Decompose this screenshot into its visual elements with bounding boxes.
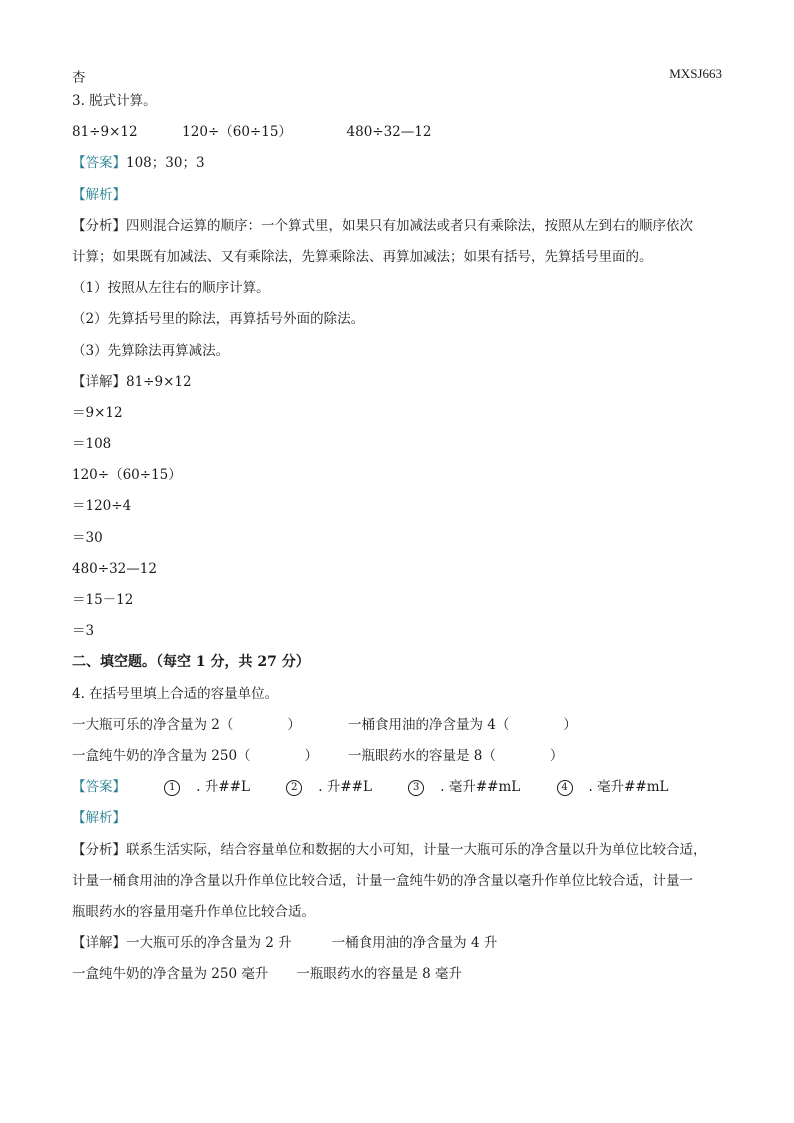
q3-point-1: （1）按照从左往右的顺序计算。: [72, 280, 270, 297]
q3-expr-2: 120÷（60÷15）: [182, 124, 292, 141]
q4-title: 4. 在括号里填上合适的容量单位。: [72, 685, 279, 702]
q4-detail-2b: 一瓶眼药水的容量是 8 毫升: [296, 966, 463, 983]
q3-fenxi-line1: [72, 211, 722, 242]
answer-tag: 【答案】: [72, 779, 126, 796]
fenxi-tag: 【分析】: [72, 841, 126, 858]
circled-number-2: 2: [286, 780, 302, 796]
q4-answer-item-4: 4 . 毫升##mL: [557, 779, 685, 795]
q3-answer: [72, 148, 722, 179]
circled-number-4: 4: [557, 780, 573, 796]
q4-detail-line1: [72, 928, 722, 959]
circled-number-1: 1: [164, 780, 180, 796]
q4-fenxi-line3: 瓶眼药水的容量用毫升作单位比较合适。: [72, 903, 315, 920]
q3-step-1: ＝9×12: [72, 404, 123, 421]
q4-fenxi-line1: [72, 835, 722, 866]
fenxi-tag: 【分析】: [72, 217, 126, 234]
q3-title: 3. 脱式计算。: [72, 93, 157, 109]
q3-step-5: ＝30: [72, 529, 103, 546]
q3-detail: [72, 367, 722, 398]
q4-detail-1a: 一大瓶可乐的净含量为 2 升: [126, 935, 292, 952]
q4-blank-2: 一桶食用油的净含量为 4（ ）: [348, 716, 577, 733]
q4-detail-2a: 一盒纯牛奶的净含量为 250 毫升: [72, 966, 269, 983]
q3-step-7: ＝15－12: [72, 592, 134, 608]
header-left-text: 杏: [72, 70, 86, 86]
q3-fenxi-line2: 计算；如果既有加减法、又有乘除法，先算乘除法、再算加减法；如果有括号，先算括号里面的。: [72, 248, 653, 265]
answer-tag: 【答案】: [72, 155, 126, 172]
q4-blank-1: 一大瓶可乐的净含量为 2（ ）: [72, 716, 301, 733]
q3-jiexi-tag: 【解析】: [72, 186, 126, 203]
q4-answer-item-1: 1 . 升##L: [164, 779, 266, 795]
q3-step-2: ＝108: [72, 436, 112, 453]
document-page: [72, 62, 722, 990]
q3-expr-3: 480÷32—12: [346, 124, 432, 141]
page-header: [72, 62, 722, 86]
q4-detail-1b: 一桶食用油的净含量为 4 升: [331, 935, 498, 952]
q3-step-3: 120÷（60÷15）: [72, 467, 182, 484]
q4-fenxi-text1: 联系生活实际，结合容量单位和数据的大小可知，计量一大瓶可乐的净含量以升为单位比较合适，: [126, 841, 707, 858]
q4-detail-line2: [72, 959, 722, 990]
detail-tag: 【详解】: [72, 373, 126, 390]
q3-answer-text: 108；30；3: [126, 155, 205, 172]
q3-point-2: （2）先算括号里的除法，再算括号外面的除法。: [72, 311, 365, 328]
q4-row-2: [72, 741, 722, 772]
detail-tag: 【详解】: [72, 935, 126, 952]
q3-step-6: 480÷32—12: [72, 560, 157, 577]
section-title: 二、填空题。（每空 1 分，共 27 分）: [72, 654, 310, 671]
q4-answer-item-3: 3 . 毫升##mL: [408, 779, 536, 795]
q4-jiexi-tag: 【解析】: [72, 810, 126, 827]
q3-expr-1: 81÷9×12: [72, 124, 138, 141]
q4-answer: [72, 772, 722, 803]
q3-step-8: ＝3: [72, 623, 95, 640]
q3-expressions: [72, 117, 722, 148]
q4-blank-4: 一瓶眼药水的容量是 8（ ）: [348, 747, 564, 764]
circled-number-3: 3: [408, 780, 424, 796]
header-code: MXSJ663: [669, 66, 722, 81]
q3-fenxi-text1: 四则混合运算的顺序：一个算式里，如果只有加减法或者只有乘除法，按照从左到右的顺序依次: [126, 217, 693, 234]
q4-row-1: [72, 710, 722, 741]
q3-detail-first: 81÷9×12: [126, 373, 192, 390]
q3-step-4: ＝120÷4: [72, 498, 132, 515]
q4-blank-3: 一盒纯牛奶的净含量为 250（ ）: [72, 747, 319, 764]
q3-point-3: （3）先算除法再算减法。: [72, 342, 230, 359]
q4-fenxi-line2: 计量一桶食用油的净含量以升作单位比较合适，计量一盒纯牛奶的净含量以毫升作单位比较合适，计量一: [72, 872, 693, 889]
q4-answer-item-2: 2 . 升##L: [286, 779, 388, 795]
